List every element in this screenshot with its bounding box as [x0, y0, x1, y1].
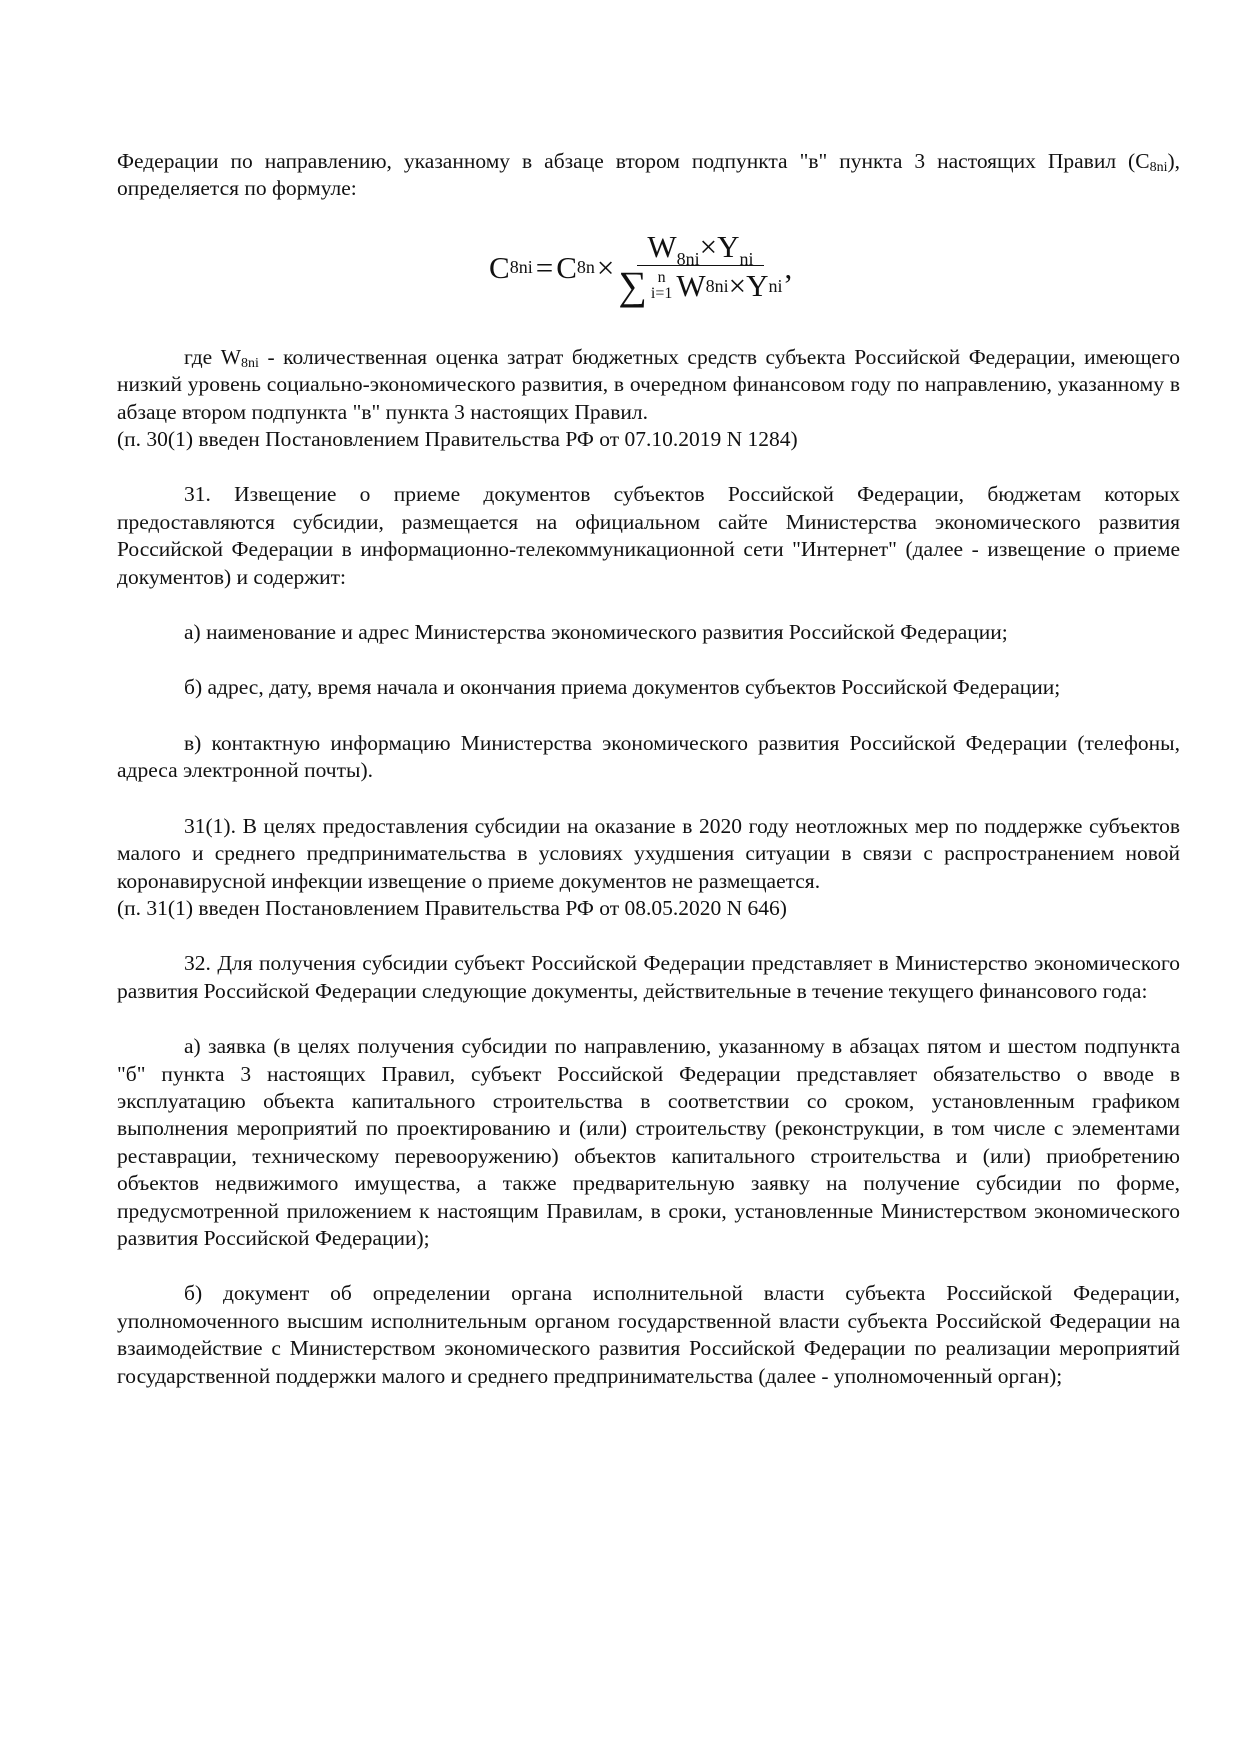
formula-symbol: × — [596, 249, 615, 285]
item-31-a: а) наименование и адрес Министерства экономического развития Российской Федерации; — [184, 620, 1008, 645]
formula-denominator: ∑ n i=1 W 8ni × Y ni — [618, 262, 783, 308]
intro-paragraph — [117, 148, 1180, 203]
formula-symbol: W — [647, 228, 677, 264]
formula-sub: ni — [739, 248, 754, 269]
formula-symbol: C — [489, 249, 510, 285]
formula-symbol: × — [699, 228, 718, 264]
paragraph-31: 31. Извещение о приеме документов субъектов Российской Федерации, бюджетам которых предоставляются субсидии, размещается на официальном сайте Министерства экономического развития Российской Федерации в информационно-телекоммуникационной сети "Интернет" (далее - извещение о приеме документов) и содержит: — [117, 482, 1180, 589]
paragraph-31-1: 31(1). В целях предоставления субсидии на оказание в 2020 году неотложных мер по поддержке субъектов малого и среднего предпринимательства в условиях ухудшения ситуации в связи с распространением новой коронавирусной инфекции извещение о приеме документов не размещается. — [117, 813, 1180, 893]
text: Федерации по направлению, указанному в абзаце втором подпункта "в" пункта 3 настоящих Правил (C — [117, 149, 1150, 173]
sum-upper: n — [657, 268, 666, 286]
formula-symbol: Y — [746, 267, 769, 303]
formula-symbol: W — [676, 267, 706, 303]
sum-symbol: ∑ — [618, 262, 647, 308]
formula-sub: 8ni — [676, 248, 700, 269]
formula-symbol: = — [535, 249, 554, 285]
text: ), определяется по формуле: — [117, 149, 1180, 201]
amendment-note: (п. 30(1) введен Постановлением Правительства РФ от 07.10.2019 N 1284) — [117, 427, 798, 452]
where-paragraph — [117, 344, 1180, 426]
text: - количественная оценка затрат бюджетных средств субъекта Российской Федерации, имеющего низкий уровень социально-экономического развития, в очередном финансовом году по направлению, указанному в абзаце втором подпункта "в" пункта 3 настоящих Правил. — [117, 344, 1180, 424]
paragraph-32: 32. Для получения субсидии субъект Российской Федерации представляет в Министерство экономического развития Российской Федерации следующие документы, действительные в течение текущего финансового года: — [117, 951, 1180, 1003]
formula-symbol: Y — [717, 228, 740, 264]
document-page — [117, 148, 1180, 1390]
sum-limits — [651, 270, 672, 302]
sum-lower: i=1 — [650, 284, 673, 302]
item-32-b: б) документ об определении органа исполнительной власти субъекта Российской Федерации, уполномоченного высшим исполнительным органом государственной власти субъекта Российской Федерации на взаимодействие с Министерством экономического развития Российской Федерации по реализации мероприятий государственной поддержки малого и среднего предпринимательства (далее - уполномоченный орган); — [117, 1281, 1180, 1388]
formula-symbol: C — [556, 249, 577, 285]
formula-symbol: , — [784, 249, 793, 285]
text: где W — [184, 344, 242, 369]
formula: C 8ni = C 8n × $W_{8ni}\times Y_{ni}$ ∑ n i=1 W 8ni × Y ni , — [489, 228, 793, 308]
amendment-note: (п. 31(1) введен Постановлением Правительства РФ от 08.05.2020 N 646) — [117, 895, 787, 920]
item-31-v: в) контактную информацию Министерства экономического развития Российской Федерации (телефоны, адреса электронной почты). — [117, 730, 1180, 783]
formula-numerator — [637, 228, 763, 269]
subscript: 8ni — [1149, 160, 1168, 175]
item-32-a: а) заявка (в целях получения субсидии по направлению, указанному в абзацах пятом и шестом подпункта "б" пункта 3 настоящих Правил, субъект Российской Федерации представляет обязательство о вводе в эксплуатацию объекта капитального строительства в соответствии со сроком, установленным графиком выполнения мероприятий по проектированию и (или) строительству (реконструкции, в том числе с элементами реставрации, техническому перевооружению) объектов капитального строительства и (или) приобретению объектов недвижимого имущества, а также предварительную заявку на получение субсидии по форме, предусмотренной приложением к настоящим Правилам, в сроки, установленные Министерством экономического развития Российской Федерации); — [117, 1034, 1180, 1250]
formula-fraction — [618, 229, 782, 306]
formula-symbol: × — [728, 267, 747, 303]
subscript: 8ni — [241, 355, 259, 371]
item-31-b: б) адрес, дату, время начала и окончания приема документов субъектов Российской Федерации; — [184, 675, 1061, 700]
